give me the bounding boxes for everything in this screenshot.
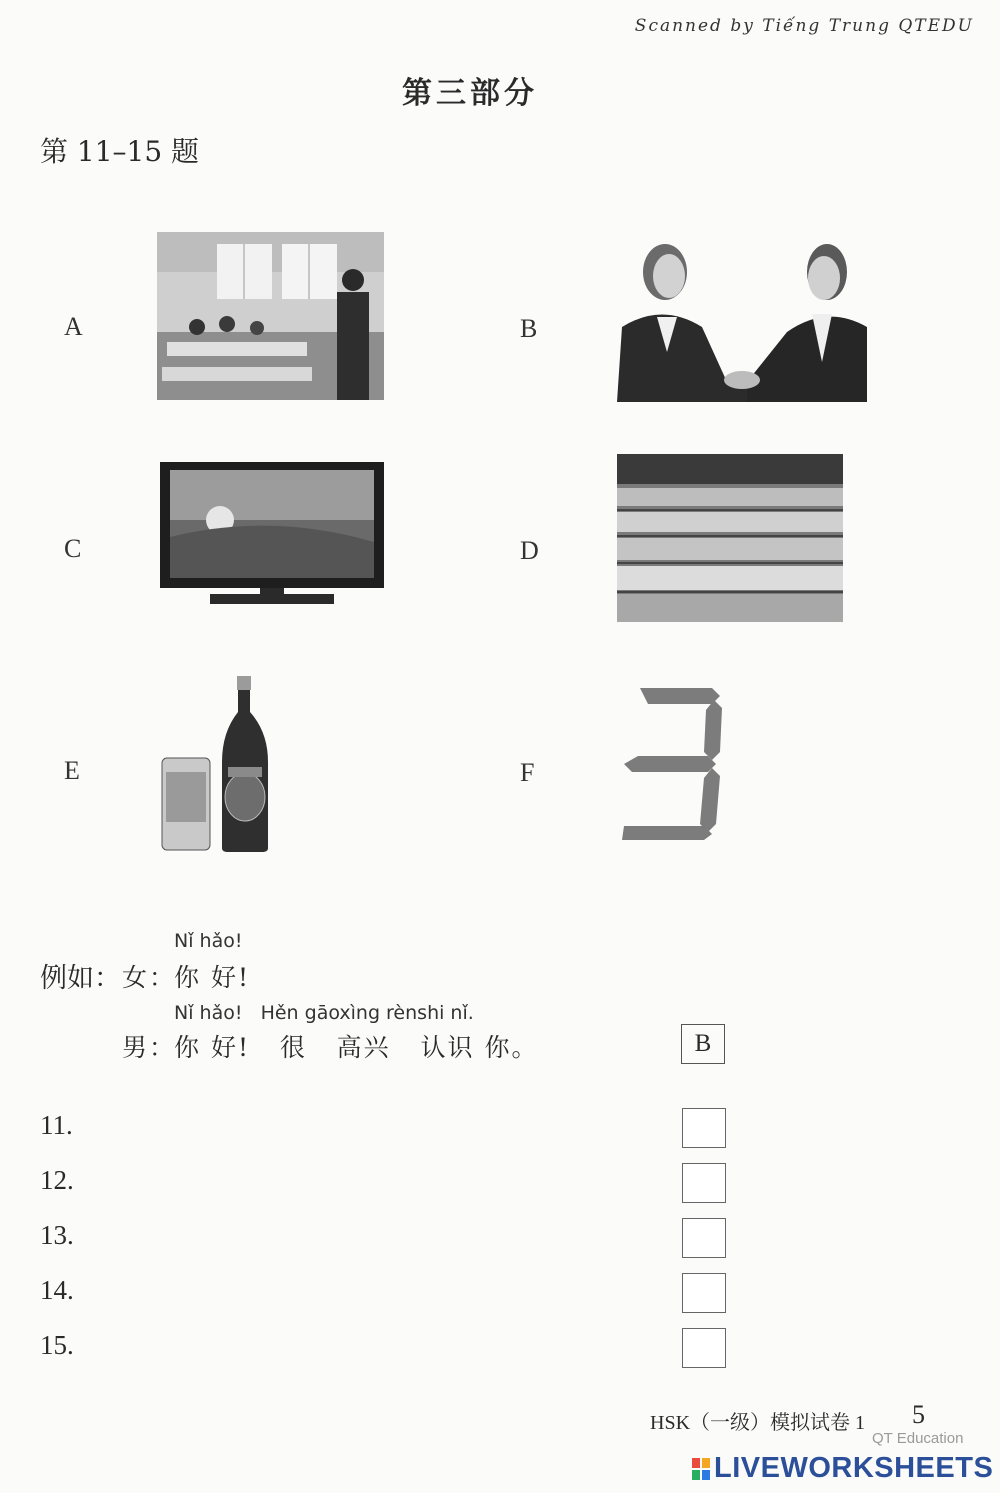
example-woman-text: 你 好! bbox=[174, 963, 250, 992]
answer-box-11[interactable] bbox=[682, 1108, 726, 1148]
option-letter-d: D bbox=[520, 536, 539, 565]
question-number-12: 12. bbox=[40, 1165, 74, 1195]
example-woman-speaker: 女： bbox=[122, 963, 177, 992]
liveworksheets-logo bbox=[692, 1452, 993, 1485]
question-number-11: 11. bbox=[40, 1110, 73, 1140]
handshake-photo-icon bbox=[617, 232, 867, 402]
answer-box-12[interactable] bbox=[682, 1163, 726, 1203]
liveworksheets-logo-text: LIVEWORKSHEETS bbox=[714, 1452, 994, 1484]
question-number-13: 13. bbox=[40, 1220, 74, 1250]
question-number-14: 14. bbox=[40, 1275, 74, 1305]
scan-credit: Scanned by Tiếng Trung QTEDU bbox=[634, 16, 974, 36]
example-answer-box: B bbox=[681, 1024, 725, 1064]
question-number-15: 15. bbox=[40, 1330, 74, 1360]
example-label: 例如： bbox=[40, 963, 121, 994]
part-title: 第三部分 bbox=[402, 76, 538, 111]
option-letter-f: F bbox=[520, 758, 535, 787]
answer-box-13[interactable] bbox=[682, 1218, 726, 1258]
qt-education-watermark: QT Education bbox=[872, 1430, 964, 1447]
supermarket-shelf-photo-icon bbox=[617, 454, 843, 622]
option-letter-e: E bbox=[64, 756, 80, 785]
page-number: 5 bbox=[912, 1400, 925, 1429]
option-letter-a: A bbox=[64, 312, 83, 341]
example-woman-pinyin: Nǐ hǎo! bbox=[174, 930, 243, 952]
footer-book-title: HSK（一级）模拟试卷 1 bbox=[650, 1412, 866, 1434]
digit-three-image-icon bbox=[616, 682, 726, 842]
television-photo-icon bbox=[160, 462, 384, 608]
liveworksheets-mark-icon bbox=[692, 1458, 710, 1480]
example-man-pinyin: Nǐ hǎo! Hěn gāoxìng rènshi nǐ. bbox=[174, 1002, 474, 1024]
answer-box-14[interactable] bbox=[682, 1273, 726, 1313]
example-man-speaker: 男： bbox=[122, 1033, 177, 1062]
option-letter-c: C bbox=[64, 534, 82, 563]
classroom-photo-icon bbox=[157, 232, 384, 400]
beer-can-bottle-photo-icon bbox=[158, 672, 278, 854]
question-range: 第 11–15 题 bbox=[40, 135, 200, 168]
option-letter-b: B bbox=[520, 314, 538, 343]
example-man-text: 你 好! 很 高兴 认识 你。 bbox=[174, 1033, 539, 1062]
answer-box-15[interactable] bbox=[682, 1328, 726, 1368]
